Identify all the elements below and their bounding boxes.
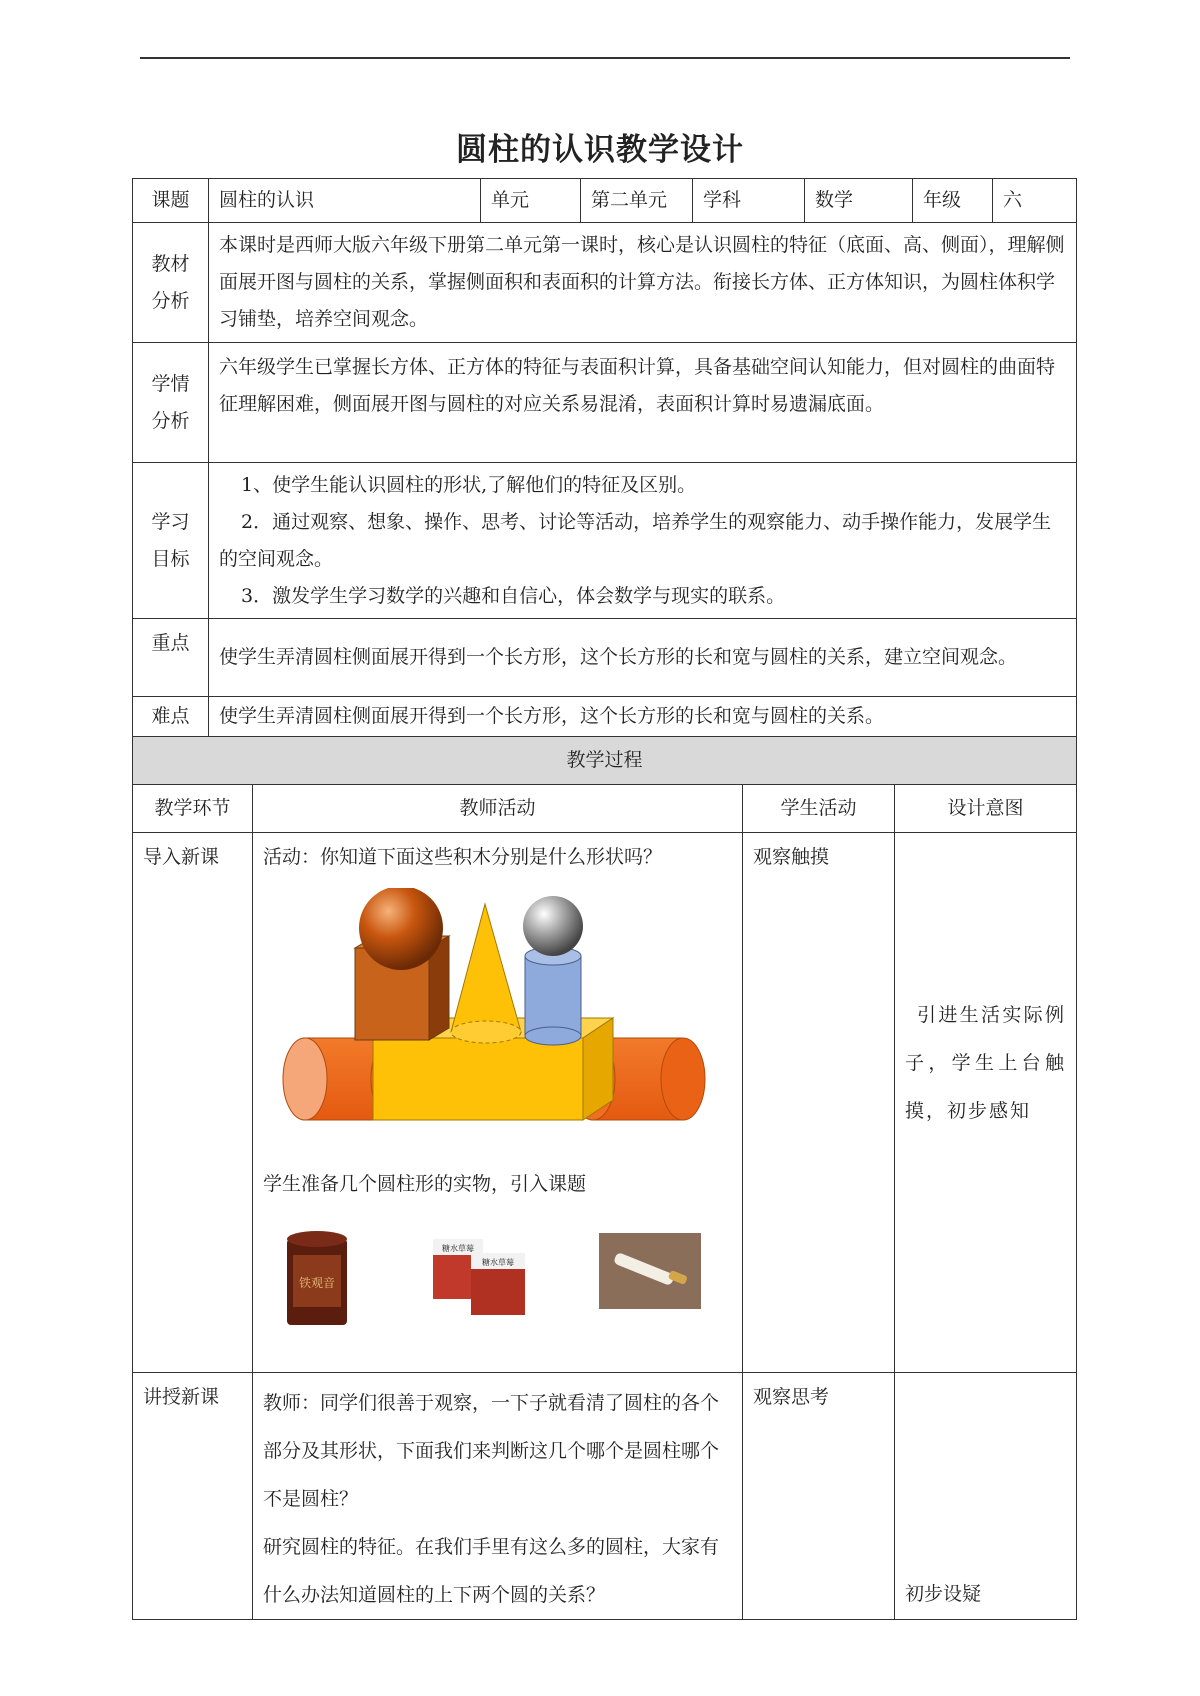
unit-value: 第二单元	[581, 179, 693, 223]
topic-value: 圆柱的认识	[209, 179, 481, 223]
design-intent-intro: 引进生活实际例子，学生上台触摸，初步感知	[895, 833, 1077, 1373]
svg-text:糖水草莓: 糖水草莓	[482, 1258, 514, 1267]
svg-text:糖水草莓: 糖水草莓	[442, 1244, 474, 1253]
header-rule	[140, 57, 1070, 59]
subject-label: 学科	[693, 179, 805, 223]
header-student: 学生活动	[743, 785, 895, 833]
design-intent-new-lesson: 初步设疑	[895, 1373, 1077, 1620]
process-row-new-lesson	[133, 1373, 1077, 1620]
header-design: 设计意图	[895, 785, 1077, 833]
learning-goals-row	[133, 463, 1077, 619]
topic-label: 课题	[133, 179, 209, 223]
learning-goals-label: 学习 目标	[133, 463, 209, 619]
student-activity-new-lesson: 观察思考	[743, 1373, 895, 1620]
textbook-analysis-text: 本课时是西师大版六年级下册第二单元第一课时，核心是认识圆柱的特征（底面、高、侧面），理解侧面展开图与圆柱的关系，掌握侧面积和表面积的计算方法。衔接长方体、正方体知识，为圆柱体积学习铺垫，培养空间观念。	[209, 223, 1077, 343]
process-header-row	[133, 785, 1077, 833]
student-analysis-label: 学情 分析	[133, 343, 209, 463]
fruit-tins-photo	[429, 1233, 529, 1323]
textbook-analysis-row	[133, 223, 1077, 343]
header-teacher: 教师活动	[253, 785, 743, 833]
goal-item: 2．通过观察、想象、操作、思考、讨论等活动，培养学生的观察能力、动手操作能力，发展学生的空间观念。	[219, 510, 1052, 570]
process-row-intro	[133, 833, 1077, 1373]
grade-label: 年级	[913, 179, 993, 223]
subject-value: 数学	[805, 179, 913, 223]
student-activity-intro: 观察触摸	[743, 833, 895, 1373]
teacher-activity-new-lesson: 教师：同学们很善于观察，一下子就看清了圆柱的各个部分及其形状，下面我们来判断这几个哪个是圆柱哪个不是圆柱？ 研究圆柱的特征。在我们手里有这么多的圆柱，大家有什么办法知道圆柱的上下两个圆的关系？	[253, 1373, 743, 1620]
tea-can-photo	[279, 1225, 359, 1335]
teacher-activity-intro: 活动：你知道下面这些积木分别是什么形状吗？ 学生准备几个圆柱形的实物，引入课题 铁观音 糖水草莓 糖水草莓	[253, 833, 743, 1373]
student-analysis-text: 六年级学生已掌握长方体、正方体的特征与表面积计算，具备基础空间认知能力，但对圆柱的曲面特征理解困难，侧面展开图与圆柱的对应关系易混淆，表面积计算时易遗漏底面。	[209, 343, 1077, 463]
key-point-text: 使学生弄清圆柱侧面展开得到一个长方形，这个长方形的长和宽与圆柱的关系，建立空间观念。	[209, 619, 1077, 697]
info-table	[132, 178, 1077, 737]
page-title: 圆柱的认识教学设计	[456, 132, 744, 168]
marker-pen-photo	[599, 1233, 701, 1309]
process-band: 教学过程	[133, 737, 1077, 785]
process-table	[132, 736, 1077, 1620]
photo-strip	[263, 1217, 732, 1357]
learning-goals-text	[209, 463, 1077, 619]
info-row	[133, 179, 1077, 223]
difficulty-label: 难点	[133, 697, 209, 737]
header-stage: 教学环节	[133, 785, 253, 833]
difficulty-text: 使学生弄清圆柱侧面展开得到一个长方形，这个长方形的长和宽与圆柱的关系。	[209, 697, 1077, 737]
stage-new-lesson: 讲授新课	[133, 1373, 253, 1620]
goal-item: 1、使学生能认识圆柱的形状,了解他们的特征及区别。	[241, 473, 697, 496]
student-analysis-row	[133, 343, 1077, 463]
stage-intro: 导入新课	[133, 833, 253, 1373]
process-band-row	[133, 737, 1077, 785]
key-point-row	[133, 619, 1077, 697]
geometric-blocks-illustration	[263, 888, 713, 1158]
key-point-label: 重点	[133, 619, 209, 697]
textbook-analysis-label: 教材 分析	[133, 223, 209, 343]
unit-label: 单元	[481, 179, 581, 223]
difficulty-row	[133, 697, 1077, 737]
goal-item: 3．激发学生学习数学的兴趣和自信心，体会数学与现实的联系。	[241, 584, 786, 607]
svg-text:铁观音: 铁观音	[298, 1276, 336, 1290]
grade-value: 六	[993, 179, 1077, 223]
